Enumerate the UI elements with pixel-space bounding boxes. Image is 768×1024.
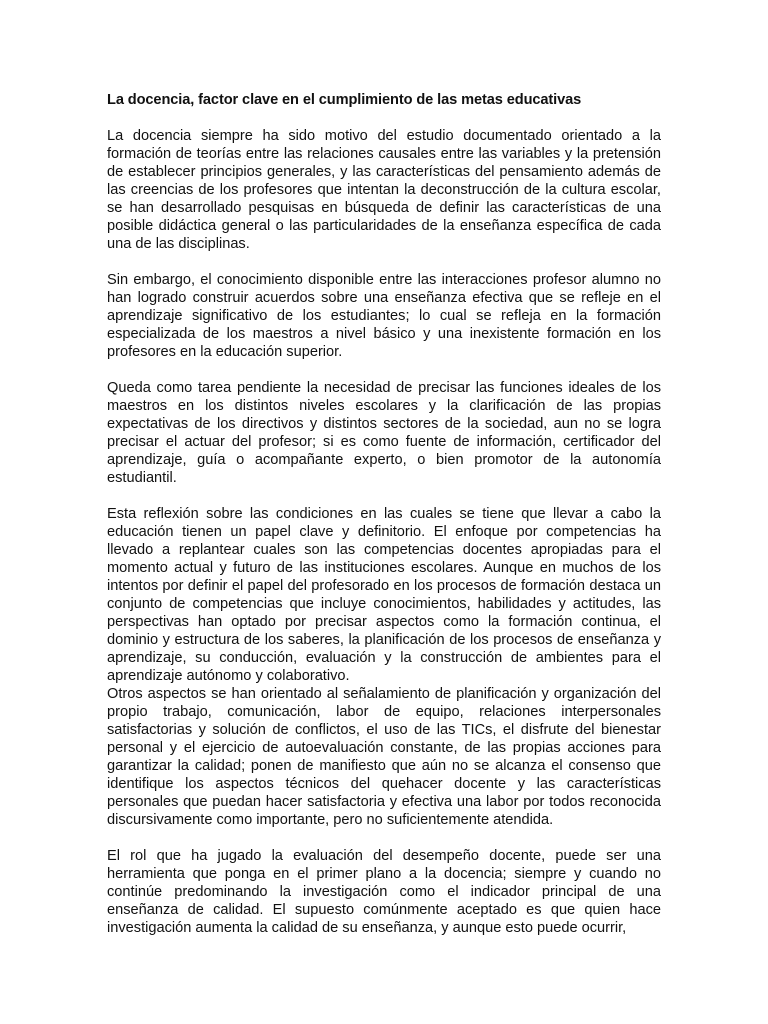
paragraph-3: Queda como tarea pendiente la necesidad de precisar las funciones ideales de los maestros en los distintos niveles escolares y la clarificación de las propias expectativas de los directivos y distintos sectores de la sociedad, aun no se logra precisar el actuar del profesor; si es como fuente de información, certificador del aprendizaje, guía o acompañante experto, o bien promotor de la autonomía estudiantil. xyxy=(107,380,661,486)
paragraph-1: La docencia siempre ha sido motivo del estudio documentado orientado a la formación de teorías entre las relaciones causales entre las variables y la pretensión de establecer principios generales, y las características del pensamiento además de las creencias de los profesores que intentan la deconstrucción de la cultura escolar, se han desarrollado pesquisas en búsqueda de definir las características de una posible didáctica general o las particularidades de la enseñanza específica de cada una de las disciplinas. xyxy=(107,128,661,252)
paragraph-4: Esta reflexión sobre las condiciones en las cuales se tiene que llevar a cabo la educación tienen un papel clave y definitorio. El enfoque por competencias ha llevado a replantear cuales son las competencias docentes apropiadas para el momento actual y futuro de las instituciones escolares. Aunque en muchos de los intentos por definir el papel del profesorado en los procesos de formación destaca un conjunto de competencias que incluye conocimientos, habilidades y actitudes, las perspectivas han optado por precisar aspectos como la formación continua, el dominio y estructura de los saberes, la planificación de los procesos de enseñanza y aprendizaje, su conducción, evaluación y la construcción de ambientes para el aprendizaje autónomo y colaborativo. xyxy=(107,506,661,684)
document-body xyxy=(107,91,661,955)
paragraph-6: El rol que ha jugado la evaluación del desempeño docente, puede ser una herramienta que ponga en el primer plano a la docencia; siempre y cuando no continúe predominando la investigación como el indicador principal de una enseñanza de calidad. El supuesto comúnmente aceptado es que quien hace investigación aumenta la calidad de su enseñanza, y aunque esto puede ocurrir, xyxy=(107,848,661,936)
document-title: La docencia, factor clave en el cumplimiento de las metas educativas xyxy=(107,92,582,108)
paragraph-2: Sin embargo, el conocimiento disponible entre las interacciones profesor alumno no han logrado construir acuerdos sobre una enseñanza efectiva que se refleje en el aprendizaje significativo de los estudiantes; lo cual se refleja en la formación especializada de los maestros a nivel básico y una inexistente formación en los profesores en la educación superior. xyxy=(107,272,661,360)
paragraph-5: Otros aspectos se han orientado al señalamiento de planificación y organización del propio trabajo, comunicación, labor de equipo, relaciones interpersonales satisfactorias y solución de conflictos, el uso de las TICs, el disfrute del bienestar personal y el ejercicio de autoevaluación constante, de las propias acciones para garantizar la calidad; ponen de manifiesto que aún no se alcanza el consenso que identifique los aspectos técnicos del quehacer docente y las características personales que puedan hacer satisfactoria y efectiva una labor por todos reconocida discursivamente como importante, pero no suficientemente atendida. xyxy=(107,686,661,828)
